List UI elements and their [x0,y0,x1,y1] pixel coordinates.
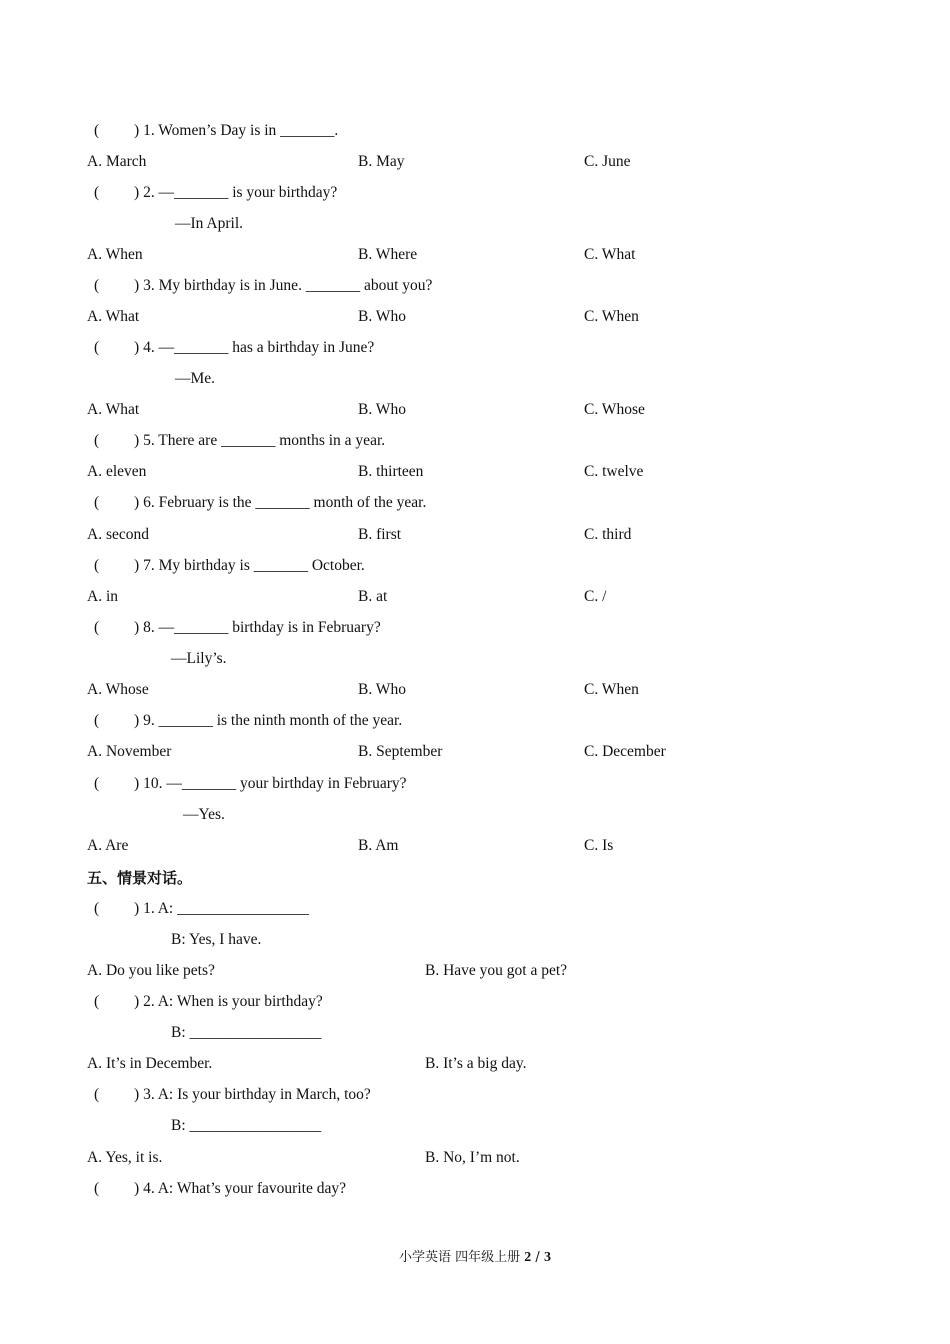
q5-option-b: B. thirteen [358,463,424,480]
question-3-stem: ( ) 3. My birthday is in June. _______ about you? [94,277,433,294]
dialog-2-reply: B: _________________ [171,1024,322,1041]
q4-option-c: C. Whose [584,401,645,418]
dialog-2-option-a: A. It’s in December. [87,1055,213,1072]
q8-reply: —Lily’s. [171,650,227,667]
dialog-3-stem: ( ) 3. A: Is your birthday in March, too? [94,1086,371,1103]
dialog-1-option-b: B. Have you got a pet? [425,962,568,979]
q1-option-c: C. June [584,153,631,170]
q4-option-a: A. What [87,401,140,418]
q4-option-b: B. Who [358,401,406,418]
q10-option-b: B. Am [358,837,399,854]
question-2-stem: ( ) 2. —_______ is your birthday? [94,184,338,201]
q1-option-a: A. March [87,153,147,170]
q9-option-c: C. December [584,743,666,760]
q5-option-c: C. twelve [584,463,644,480]
section-5-title: 五、情景对话。 [87,869,193,887]
dialog-3-reply: B: _________________ [171,1117,322,1134]
q10-reply: —Yes. [183,806,225,823]
q10-option-a: A. Are [87,837,129,854]
question-10-stem: ( ) 10. —_______ your birthday in February? [94,775,407,792]
question-1-stem: ( ) 1. Women’s Day is in _______. [94,122,339,139]
q6-option-a: A. second [87,526,149,543]
dialog-1-option-a: A. Do you like pets? [87,962,215,979]
page-total: 3 [543,1250,551,1265]
page-footer [0,1246,950,1266]
dialog-3-option-b: B. No, I’m not. [425,1149,520,1166]
dialog-3-option-a: A. Yes, it is. [87,1149,163,1166]
dialog-2-option-b: B. It’s a big day. [425,1055,527,1072]
question-4-stem: ( ) 4. —_______ has a birthday in June? [94,339,375,356]
q4-reply: —Me. [175,370,216,387]
question-8-stem: ( ) 8. —_______ birthday is in February? [94,619,381,636]
q6-option-c: C. third [584,526,632,543]
question-9-stem: ( ) 9. _______ is the ninth month of the year. [94,712,403,729]
q5-option-a: A. eleven [87,463,147,480]
q1-option-b: B. May [358,153,405,170]
q2-option-b: B. Where [358,246,418,263]
q3-option-c: C. When [584,308,639,325]
q9-option-a: A. November [87,743,172,760]
dialog-4-stem: ( ) 4. A: What’s your favourite day? [94,1180,346,1197]
question-5-stem: ( ) 5. There are _______ months in a year. [94,432,386,449]
q7-option-c: C. / [584,588,607,605]
q2-option-a: A. When [87,246,143,263]
q2-reply: —In April. [175,215,244,232]
question-7-stem: ( ) 7. My birthday is _______ October. [94,557,365,574]
q3-option-b: B. Who [358,308,406,325]
q7-option-b: B. at [358,588,388,605]
question-6-stem: ( ) 6. February is the _______ month of the year. [94,494,427,511]
q10-option-c: C. Is [584,837,614,854]
q3-option-a: A. What [87,308,140,325]
q7-option-a: A. in [87,588,118,605]
dialog-2-stem: ( ) 2. A: When is your birthday? [94,993,323,1010]
page-number: 2 [524,1250,532,1265]
q2-option-c: C. What [584,246,636,263]
page-separator: / [531,1250,544,1265]
q6-option-b: B. first [358,526,402,543]
dialog-1-reply: B: Yes, I have. [171,931,262,948]
q8-option-c: C. When [584,681,639,698]
footer-label: 小学英语 四年级上册 [399,1250,525,1265]
q8-option-a: A. Whose [87,681,149,698]
q8-option-b: B. Who [358,681,406,698]
dialog-1-stem: ( ) 1. A: _________________ [94,900,309,917]
q9-option-b: B. September [358,743,443,760]
